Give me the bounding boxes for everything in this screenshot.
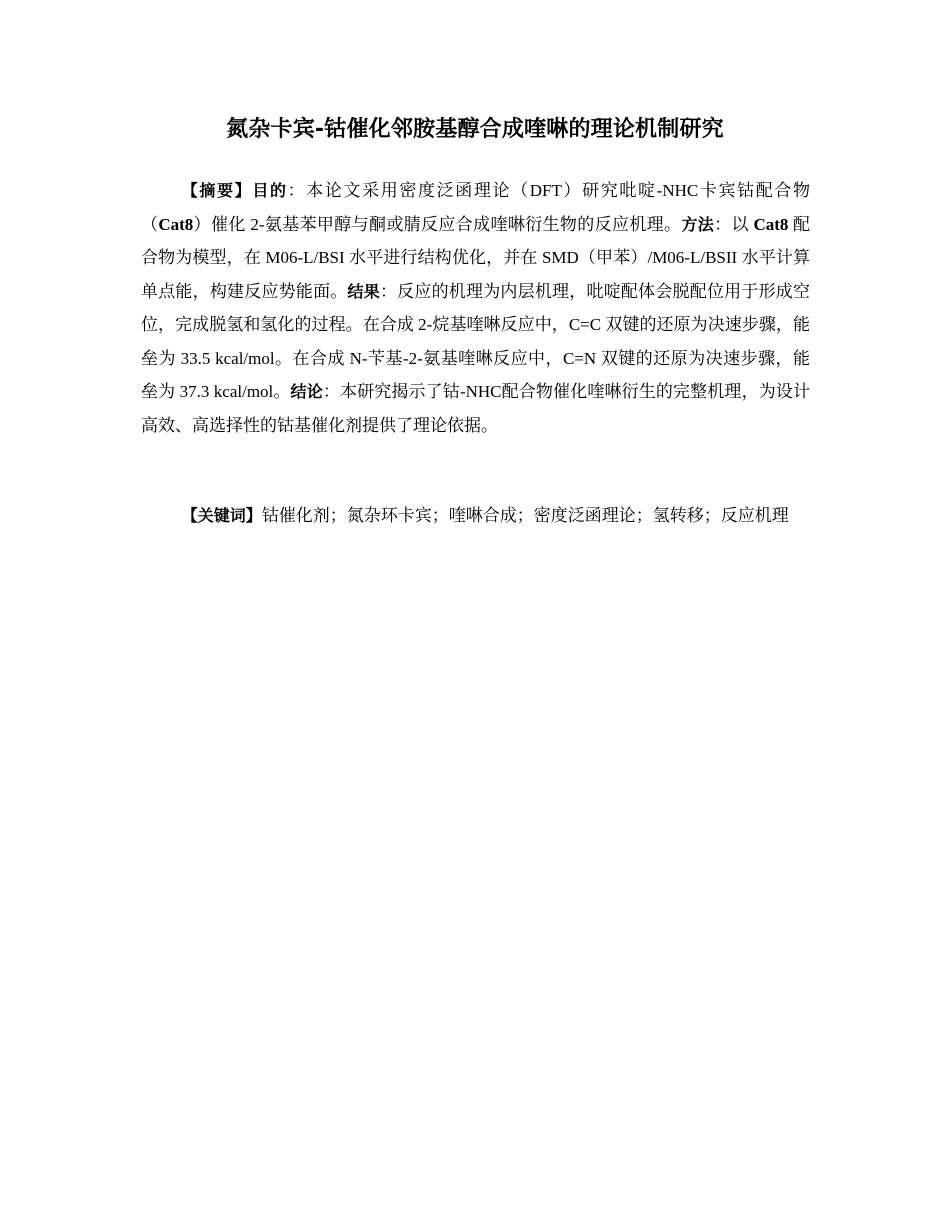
conclusion-colon: ： [322,382,340,401]
keywords-paragraph [141,505,810,527]
conclusion-text: 本研究揭示了钴-NHC配合物催化喹啉衍生的完整机理，为设计高效、高选择性的钴基催化剂提供了理论依据。 [141,382,810,435]
keywords-text: 钴催化剂；氮杂环卡宾；喹啉合成；密度泛函理论；氢转移；反应机理 [261,506,789,525]
catalyst-name: Cat8 [158,214,194,234]
results-label: 结果 [347,281,380,301]
abstract-paragraph [141,174,810,442]
results-colon: ： [379,281,398,301]
conclusion-label: 结论 [290,382,323,401]
methods-colon: ： [714,214,732,234]
methods-text-1: 以 [731,214,754,234]
purpose-text-1: 本论文采用密度泛函理论（DFT）研究吡啶-NHC卡宾钴配合物（ [141,181,810,234]
paper-title: 氮杂卡宾-钴催化邻胺基醇合成喹啉的理论机制研究 [226,117,724,142]
purpose-text-2: ）催化 2-氨基苯甲醇与酮或腈反应合成喹啉衍生物的反应机理。 [193,214,682,234]
keywords-label: 【关键词】 [181,506,262,525]
methods-text-2: 配合物为模型，在 M06-L/BSI 水平进行结构优化，并在 SMD（甲苯）/M06-L/BSII 水平计算单点能，构建反应势能面。 [141,214,810,301]
purpose-label: 目的 [252,181,288,200]
methods-catalyst-name: Cat8 [753,214,789,234]
methods-label: 方法 [681,214,715,234]
results-text: 反应的机理为内层机理，吡啶配体会脱配位用于形成空位，完成脱氢和氢化的过程。在合成 2-烷基喹啉反应中，C=C 双键的还原为决速步骤，能垒为 33.5 kcal/mol。在合成 N-苄基-2-氨基喹啉反应中，C=N 双键的还原为决速步骤，能垒为 37.3 kcal/mol。 [141,281,811,401]
abstract-label: 【摘要】 [181,181,253,200]
purpose-colon: ： [287,181,307,200]
